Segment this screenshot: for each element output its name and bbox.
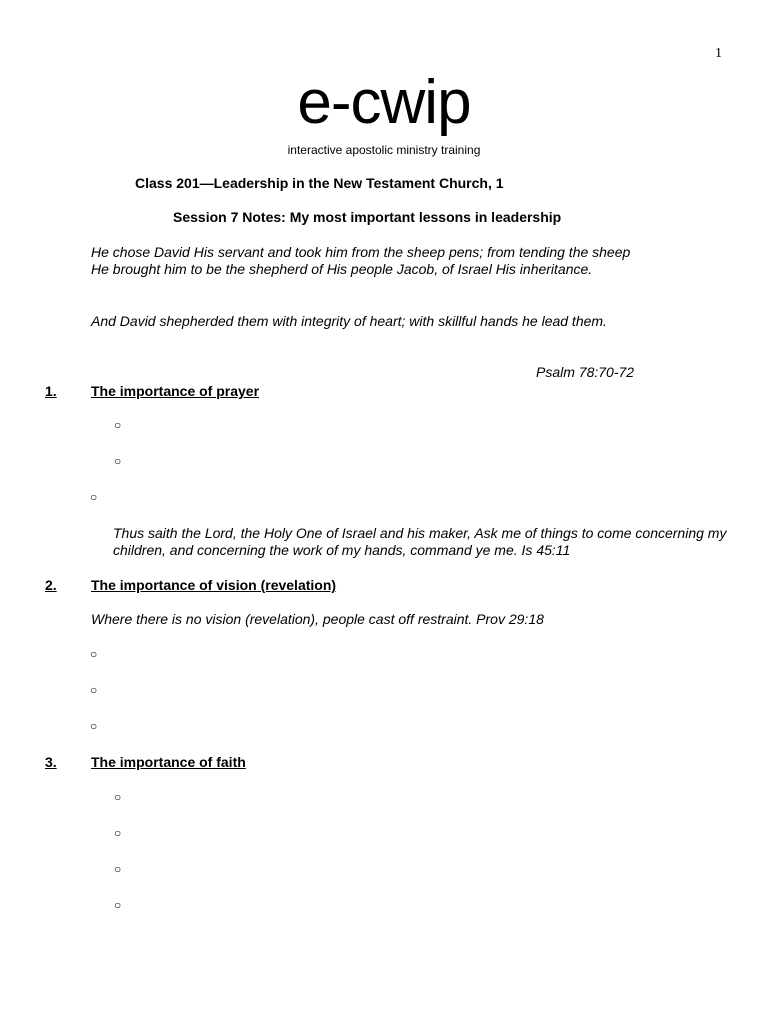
section-number: 1. bbox=[45, 383, 57, 399]
empty-bullet: ○ bbox=[90, 647, 98, 661]
empty-bullet: ○ bbox=[114, 826, 122, 840]
empty-bullet: ○ bbox=[114, 862, 122, 876]
empty-bullet: ○ bbox=[114, 790, 122, 804]
page-number: 1 bbox=[715, 46, 722, 61]
empty-bullet: ○ bbox=[114, 454, 122, 468]
empty-bullet: ○ bbox=[90, 719, 98, 733]
opening-quote-para-2: And David shepherded them with integrity of heart; with skillful hands he lead them. bbox=[91, 313, 607, 329]
session-title: Session 7 Notes: My most important lessons in leadership bbox=[173, 209, 562, 225]
empty-bullet: ○ bbox=[90, 683, 98, 697]
tagline: interactive apostolic ministry training bbox=[287, 143, 481, 157]
section-heading-2 bbox=[45, 577, 336, 593]
section-heading-3 bbox=[45, 754, 246, 770]
class-title: Class 201—Leadership in the New Testament Church, 1 bbox=[135, 175, 504, 191]
section-number: 3. bbox=[45, 754, 57, 770]
empty-bullet: ○ bbox=[90, 490, 98, 504]
logo-wordmark: e-cwip bbox=[297, 68, 471, 137]
section-heading-1 bbox=[45, 383, 259, 399]
empty-bullet: ○ bbox=[114, 898, 122, 912]
section-1-quote: Thus saith the Lord, the Holy One of Israel and his maker, Ask me of things to come concerning my children, and concerning the work of my hands, command ye me. Is 45:11 bbox=[113, 525, 727, 558]
section-title: The importance of vision (revelation) bbox=[91, 577, 337, 593]
section-2-quote: Where there is no vision (revelation), people cast off restraint. Prov 29:18 bbox=[91, 611, 544, 627]
empty-bullet: ○ bbox=[114, 418, 122, 432]
opening-quote-reference: Psalm 78:70-72 bbox=[536, 364, 635, 380]
section-title: The importance of faith bbox=[91, 754, 246, 770]
section-number: 2. bbox=[45, 577, 57, 593]
opening-quote-para-1: He chose David His servant and took him from the sheep pens; from tending the sheep He brought him to be the shepherd of His people Jacob, of Israel His inheritance. bbox=[91, 244, 631, 277]
section-title: The importance of prayer bbox=[91, 383, 260, 399]
